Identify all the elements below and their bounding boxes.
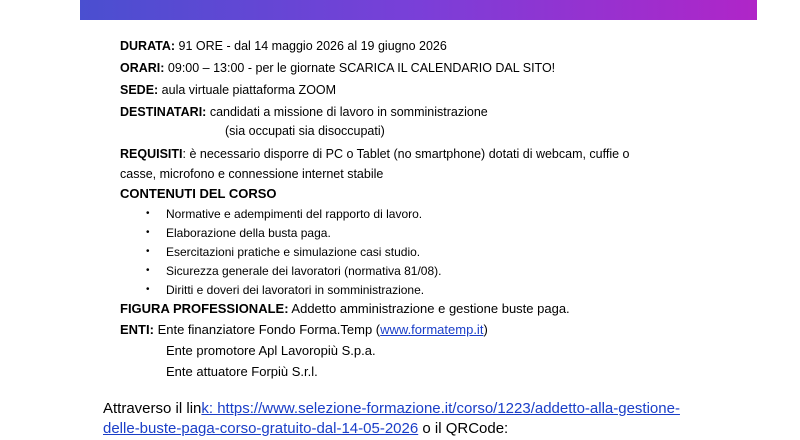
enti-finanziatore: Ente finanziatore Fondo Forma.Temp (: [153, 322, 381, 337]
destinatari-label: DESTINATARI:: [120, 105, 207, 119]
bullet-icon: •: [146, 246, 150, 257]
requisiti-label: REQUISITI: [120, 147, 183, 161]
sede-line: [120, 82, 336, 98]
enti-line: [120, 322, 488, 338]
list-item-text: Normative e adempimenti del rapporto di lavoro.: [166, 207, 423, 221]
requisiti-value-2: casse, microfono e connessione internet stabile: [120, 167, 384, 181]
list-item-text: Elaborazione della busta paga.: [166, 226, 331, 240]
figura-label: FIGURA PROFESSIONALE:: [120, 301, 289, 316]
list-item-text: Esercitazioni pratiche e simulazione casi studio.: [166, 245, 421, 259]
list-item-text: Sicurezza generale dei lavoratori (normativa 81/08).: [166, 264, 442, 278]
course-link-part-2[interactable]: delle-buste-paga-corso-gratuito-dal-14-05-2026: [103, 420, 419, 437]
durata-value: 91 ORE - dal 14 maggio 2026 al 19 giugno 2026: [175, 39, 447, 53]
requisiti-value: : è necessario disporre di PC o Tablet (no smartphone) dotati di webcam, cuffie o: [182, 147, 630, 161]
durata-label: DURATA:: [120, 39, 176, 53]
requisiti-line: [120, 146, 630, 162]
enti-label: ENTI:: [120, 322, 154, 337]
list-item-text: Diritti e doveri dei lavoratori in somministrazione.: [166, 283, 425, 297]
enti-attuatore: Ente attuatore Forpiù S.r.l.: [166, 364, 318, 379]
destinatari-value: candidati a missione di lavoro in somministrazione: [206, 105, 488, 119]
footer-prefix: Attraverso il lin: [103, 400, 202, 417]
footer-line-1: [103, 399, 680, 418]
destinatari-line-2: [225, 123, 385, 139]
course-link-part-1[interactable]: k: https://www.selezione-formazione.it/corso/1223/addetto-alla-gestione-: [201, 400, 680, 417]
contenuti-heading: CONTENUTI DEL CORSO: [120, 186, 277, 201]
destinatari-value-2: (sia occupati sia disoccupati): [225, 124, 385, 138]
orari-line: [120, 60, 555, 76]
orari-value: 09:00 – 13:00 - per le giornate SCARICA IL CALENDARIO DAL SITO!: [164, 61, 556, 75]
enti-promotore: Ente promotore Apl Lavoropiù S.p.a.: [166, 343, 376, 358]
formatemp-link[interactable]: www.formatemp.it: [380, 322, 484, 337]
destinatari-line: [120, 104, 488, 120]
figura-line: [120, 301, 570, 317]
orari-label: ORARI:: [120, 61, 165, 75]
bullet-icon: •: [146, 208, 150, 219]
enti-finanziatore-end: ): [483, 322, 488, 337]
bullet-icon: •: [146, 284, 150, 295]
footer-line-2: [103, 419, 508, 438]
sede-label: SEDE:: [120, 83, 159, 97]
sede-value: aula virtuale piattaforma ZOOM: [158, 83, 337, 97]
figura-value: Addetto amministrazione e gestione buste paga.: [288, 301, 570, 316]
durata-line: [120, 38, 447, 54]
bullet-icon: •: [146, 227, 150, 238]
bullet-icon: •: [146, 265, 150, 276]
requisiti-line-2: [120, 166, 383, 182]
footer-suffix: o il QRCode:: [418, 420, 509, 437]
